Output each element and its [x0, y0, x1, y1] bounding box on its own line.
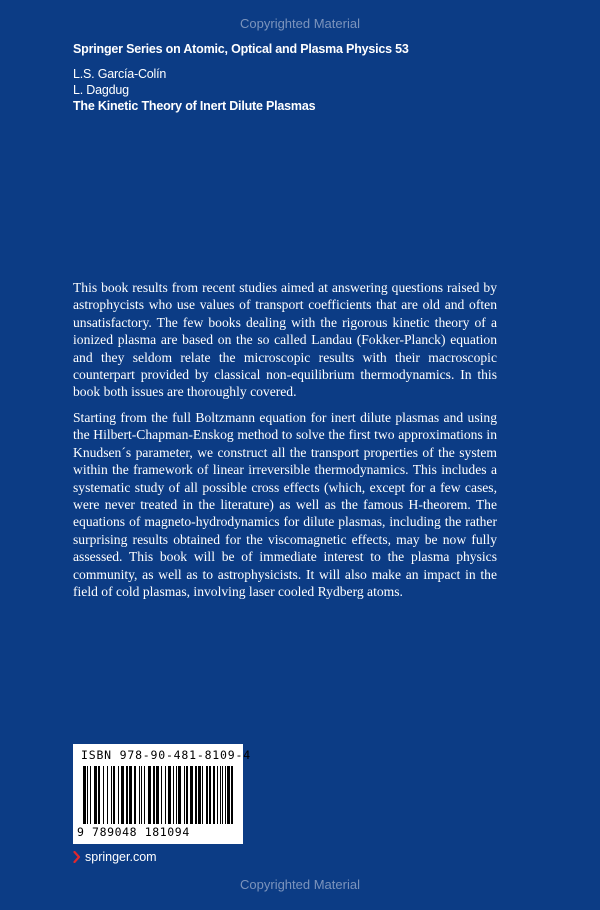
- chevron-right-icon: [73, 851, 81, 863]
- author-1: L.S. García-Colín: [73, 67, 167, 81]
- watermark-bottom: Copyrighted Material: [240, 877, 360, 892]
- book-title: The Kinetic Theory of Inert Dilute Plasmas: [73, 99, 316, 113]
- springer-link[interactable]: [73, 850, 157, 864]
- barcode-digits: 9 789048 181094: [77, 825, 190, 839]
- series-title: Springer Series on Atomic, Optical and Plasma Physics 53: [73, 42, 409, 56]
- blurb-paragraph-2: Starting from the full Boltzmann equation for inert dilute plasmas and using the Hilbert-Chapman-Enskog method to solve the first two approximations in Knudsen´s parameter, we construct all the transport properties of the system within the framework of linear irreversible thermodynamics. This includes a systematic study of all possible cross effects (which, except for a few cases, were never treated in the literature) as well as the famous H-theorem. The equations of magneto-hydrodynamics for dilute plasmas, including the rather surprising results obtained for the viscomagnetic effects, may be now fully assessed. This book will be of immediate interest to the plasma physics community, as well as to astrophysicists. It will also make an impact in the field of cold plasmas, involving laser cooled Rydberg atoms.: [73, 410, 497, 600]
- watermark-top: Copyrighted Material: [240, 16, 360, 31]
- barcode-icon: [83, 766, 233, 824]
- isbn-barcode: [73, 744, 251, 844]
- springer-link-text: springer.com: [85, 850, 157, 864]
- isbn-label: ISBN 978-90-481-8109-4: [81, 748, 251, 762]
- author-2: L. Dagdug: [73, 83, 129, 97]
- blurb-paragraph-1: This book results from recent studies aimed at answering questions raised by astrophycists who use values of transport coefficients that are old and often unsatisfactory. The few books dealing with the rigorous kinetic theory of a ionized plasma are based on the so called Landau (Fokker-Planck) equation and they seldom relate the microscopic results with their macroscopic counterpart provided by classical non-equilibrium thermodynamics. In this book both issues are thoroughly covered.: [73, 280, 497, 400]
